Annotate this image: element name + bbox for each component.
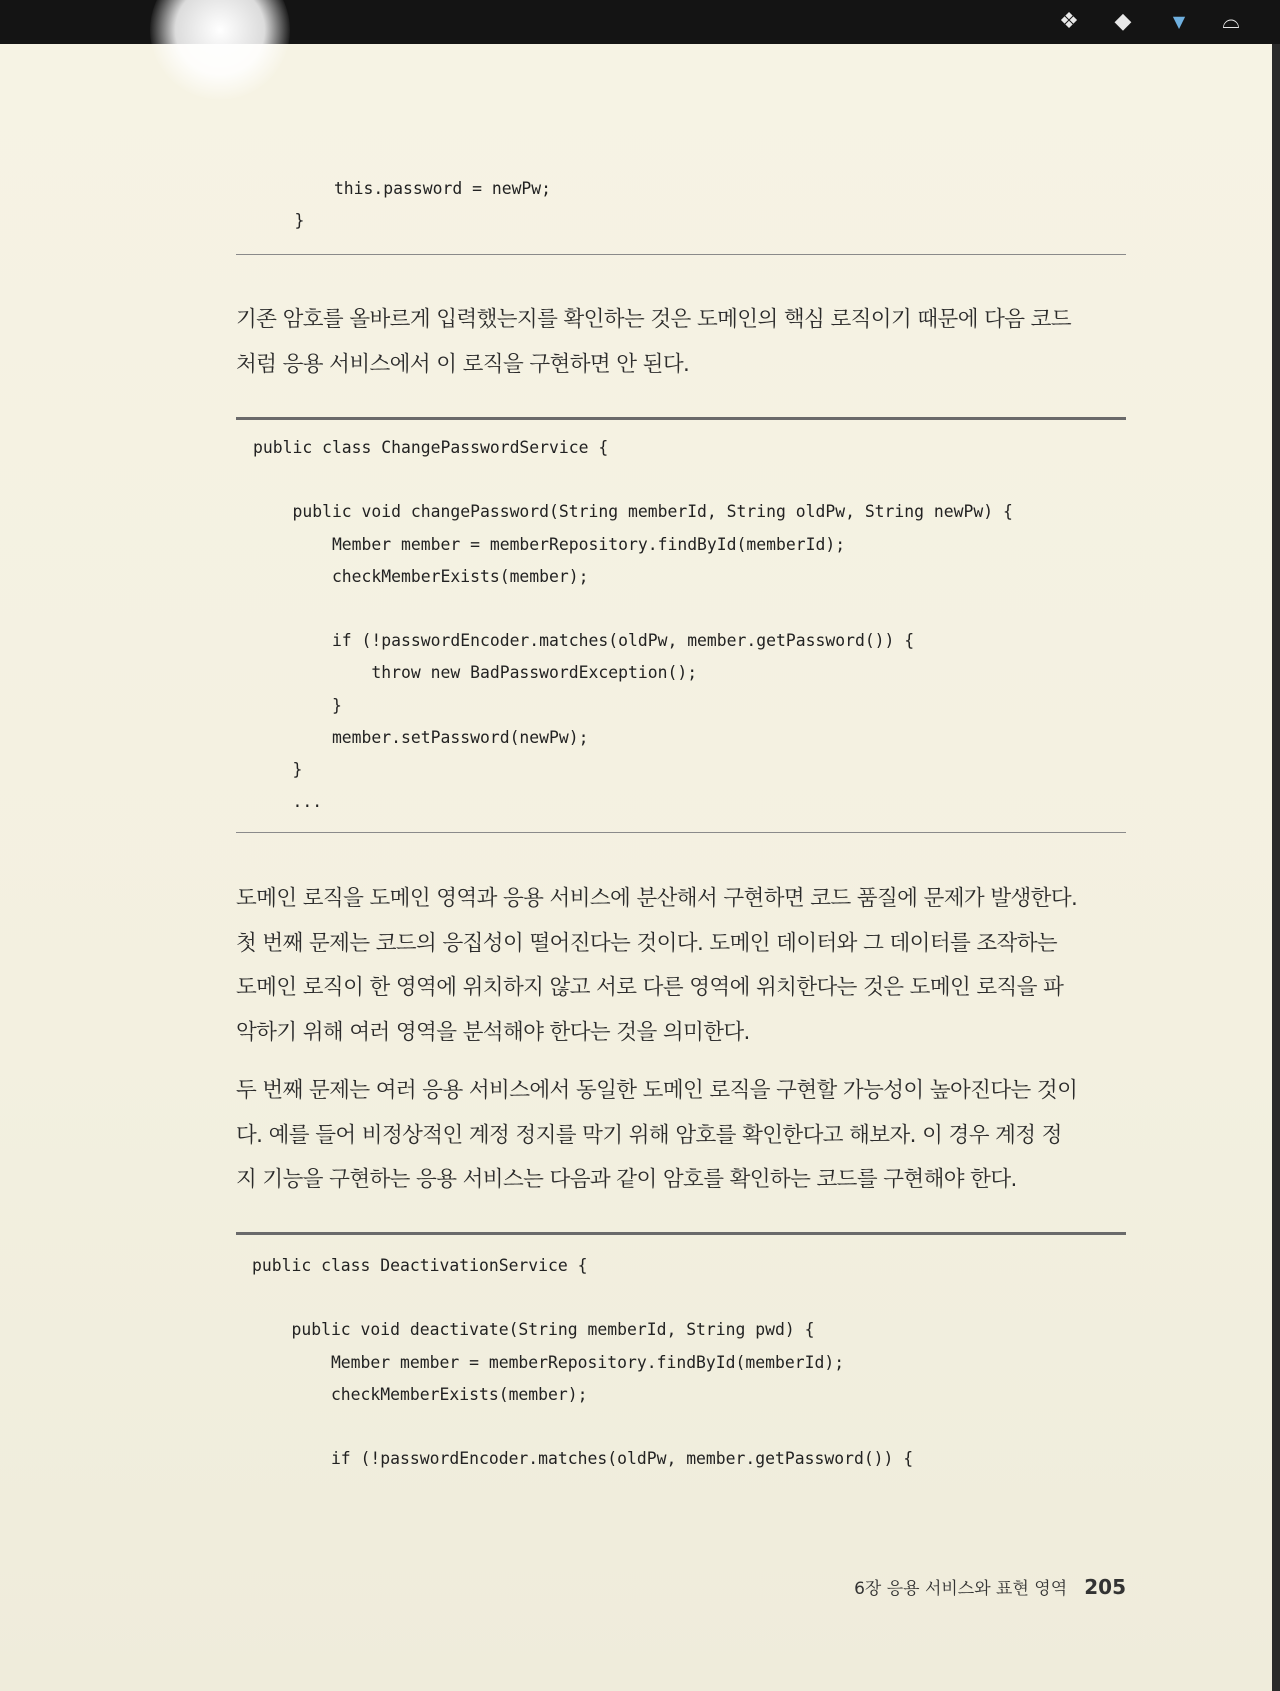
text-line: 처럼 응용 서비스에서 이 로직을 구현하면 안 된다. xyxy=(236,351,690,377)
page-footer xyxy=(854,1574,1126,1599)
text-line: 악하기 위해 여러 영역을 분석해야 한다는 것을 의미한다. xyxy=(236,1019,750,1045)
paragraph-first-problem xyxy=(236,877,1128,1055)
text-line: 지 기능을 구현하는 응용 서비스는 다음과 같이 암호를 확인하는 코드를 구현해야 한다. xyxy=(236,1167,1017,1192)
page-number: 205 xyxy=(1084,1575,1126,1599)
code-rule-bottom xyxy=(236,254,1126,255)
code-block-change-password-service: public class ChangePasswordService { public void changePassword(String memberId, String oldPw, String newPw) { Member member = memberRepository.findById(memberId); checkMemberExists(member); if (!passwordEncoder.matches(oldPw, member.getPassword()) { throw new BadPasswordException(); } member.setPassword(newPw); } ... xyxy=(253,438,1013,812)
text-line: 두 번째 문제는 여러 응용 서비스에서 동일한 도메인 로직을 구현할 가능성이 높아진다는 것이 xyxy=(236,1078,1078,1103)
code-rule-top xyxy=(236,1232,1126,1235)
text-line: 도메인 로직을 도메인 영역과 응용 서비스에 분산해서 구현하면 코드 품질에 문제가 발생한다. xyxy=(236,886,1078,911)
code-block-deactivation-service: public class DeactivationService { public void deactivate(String memberId, String pwd) { Member member = memberRepository.findById(memberId); checkMemberExists(member); if (!passwordEncoder.matches(oldPw, member.getPassword()) { xyxy=(252,1256,914,1469)
send-icon[interactable]: ▼ xyxy=(1172,12,1186,31)
chapter-title: 6장 응용 서비스와 표현 영역 xyxy=(854,1579,1068,1599)
code-block-password: this.password = newPw; } xyxy=(294,179,552,231)
dropbox-icon[interactable]: ❖ xyxy=(1059,9,1079,34)
code-rule-bottom xyxy=(236,832,1126,833)
cube-icon[interactable]: ◆ xyxy=(1114,9,1132,34)
text-line: 다. 예를 들어 비정상적인 계정 정지를 막기 위해 암호를 확인한다고 해보자. 이 경우 계정 정 xyxy=(236,1122,1062,1148)
paragraph-domain-logic xyxy=(236,298,1128,387)
code-rule-top xyxy=(236,417,1126,420)
text-line: 첫 번째 문제는 코드의 응집성이 떨어진다는 것이다. 도메인 데이터와 그 데이터를 조작하는 xyxy=(236,930,1058,956)
text-line: 도메인 로직이 한 영역에 위치하지 않고 서로 다른 영역에 위치한다는 것은 도메인 로직을 파 xyxy=(236,975,1064,1000)
text-line: 기존 암호를 올바르게 입력했는지를 확인하는 것은 도메인의 핵심 로직이기 때문에 다음 코드 xyxy=(236,307,1072,332)
paragraph-second-problem xyxy=(236,1069,1128,1203)
glasses-icon[interactable]: ⌓ xyxy=(1222,9,1240,34)
page-edge xyxy=(1272,0,1280,1691)
